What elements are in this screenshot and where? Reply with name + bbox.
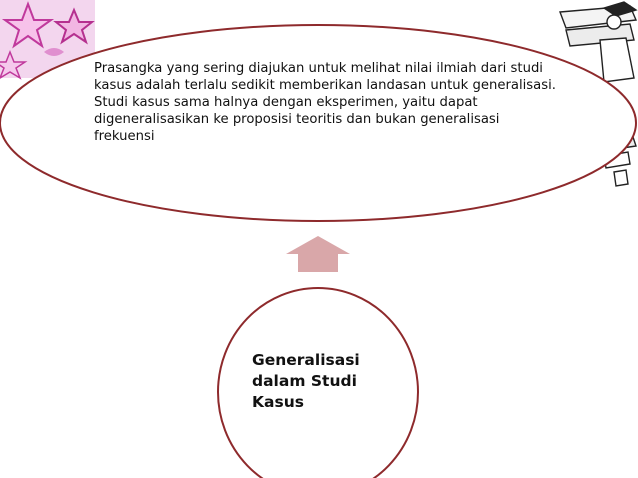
ellipse-text: Prasangka yang sering diajukan untuk melihat nilai ilmiah dari studi kasus adalah terlalu sedikit memberikan landasan untuk generalisasi. Studi kasus sama halnya dengan eksperimen, yaitu dapat digeneralisasikan ke proposisi teoritis dan bukan generalisasi frekuensi bbox=[94, 61, 556, 144]
up-arrow-icon bbox=[286, 236, 350, 272]
circle-title: Generalisasi dalam Studi Kasus bbox=[252, 351, 360, 411]
